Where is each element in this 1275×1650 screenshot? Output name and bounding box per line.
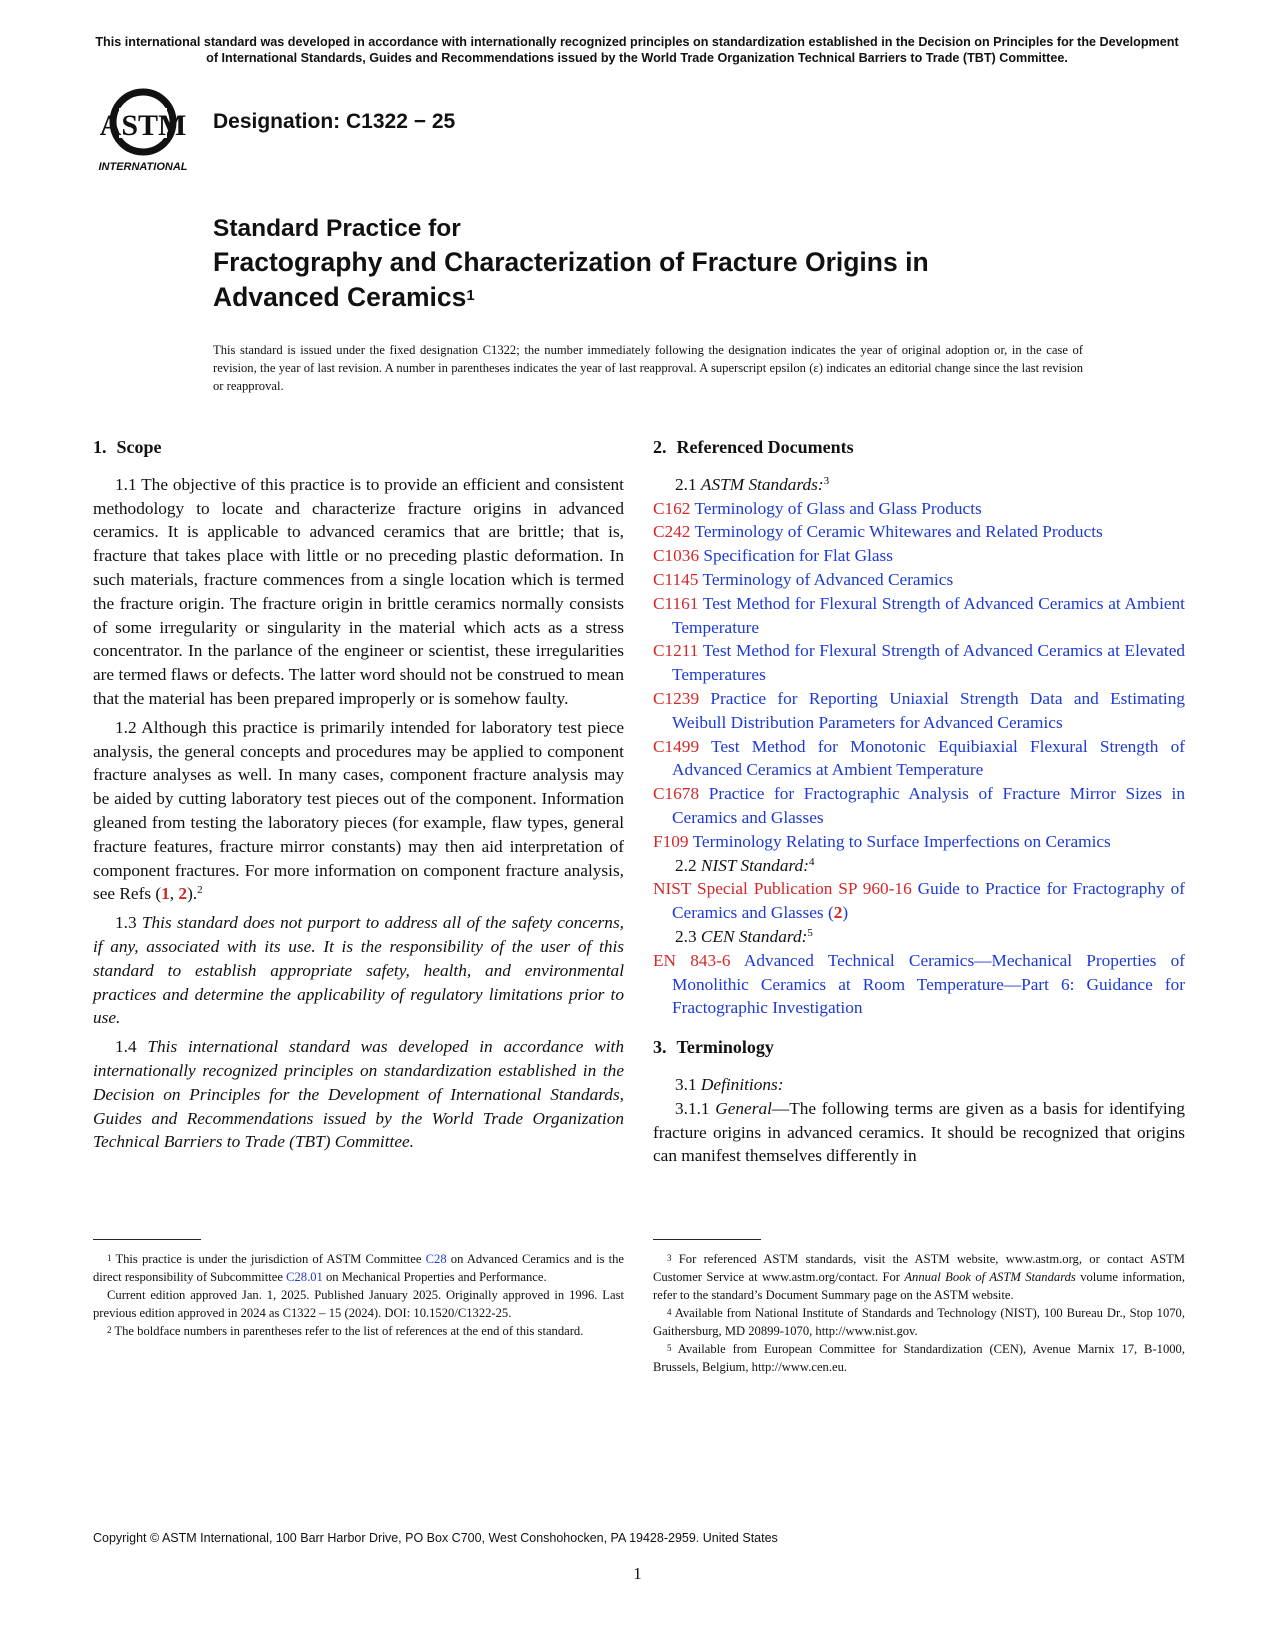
reference-title-link[interactable]: Practice for Reporting Uniaxial Strength Data and Estimating Weibull Distribution Parameters for Advanced Ceramics [672, 688, 1185, 732]
footnote-4: $^4$ Available from National Institute of Standards and Technology (NIST), 100 Bureau Dr., Stop 1070, Gaithersburg, MD 20899-1070, http://www.nist.gov. [653, 1306, 1185, 1338]
footnotes-left [93, 1250, 624, 1340]
reference-title-link[interactable]: Advanced Technical Ceramics—Mechanical Properties of Monolithic Ceramics at Room Temperature—Part 6: Guidance for Fractographic Investigation [672, 950, 1185, 1018]
ref-link-1[interactable]: 1 [161, 884, 170, 904]
left-column [93, 436, 624, 1159]
definitions-label: 3.1 Definitions: [675, 1074, 784, 1094]
paragraph-1-3: 1.3 This standard does not purport to address all of the safety concerns, if any, associated with its use. It is the responsibility of the user of this standard to establish appropriate safety, health, and environmental practices and determine the applicability of regulatory limitations prior to use. [93, 913, 624, 1028]
cen-standard-label: 2.3 CEN Standard:$^5$ [675, 926, 813, 946]
footnote-3: $^3$ For referenced ASTM standards, visit the ASTM website, www.astm.org, or contact ASTM Customer Service at www.astm.org/contact. For Annual Book of ASTM Standards volume information, refer to the standard’s Document Summary page on the ASTM website. [653, 1252, 1185, 1302]
right-column [653, 436, 1185, 1173]
reference-code-link[interactable]: EN 843-6 [653, 950, 731, 970]
footnote-1-edition: Current edition approved Jan. 1, 2025. Published January 2025. Originally approved in 1996. Last previous edition approved in 2024 as C1322 – 15 (2024). DOI: 10.1520/C1322-25. [93, 1288, 624, 1320]
reference-item [653, 830, 1185, 854]
logo-mark: ASTM [99, 109, 187, 142]
title-footnote-mark: 1 [466, 287, 475, 304]
footnotes-right [653, 1250, 1185, 1376]
designation: Designation: C1322 − 25 [213, 110, 456, 133]
reference-title-link[interactable]: Test Method for Flexural Strength of Advanced Ceramics at Elevated Temperatures [672, 641, 1186, 685]
astm-reference-list [653, 497, 1185, 854]
title-line-1: Standard Practice for [213, 215, 461, 242]
paragraph-1-1: 1.1 The objective of this practice is to provide an efficient and consistent methodology to locate and characterize fracture origins in advanced ceramics. It is applicable to advanced ceramics that are brittle; that is, fracture that takes place with little or no preceding plastic deformation. In such materials, fracture commences from a single location which is termed the fracture origin. The fracture origin in brittle ceramics normally consists of some irregularity or singularity in the material which acts as a stress concentrator. In the parlance of the engineer or scientist, these irregularities are termed flaws or defects. The latter word should not be construed to mean that the material has been prepared improperly or is somehow faulty. [93, 474, 624, 708]
reference-code-link[interactable]: C162 [653, 498, 691, 518]
footnote-2: $^2$ The boldface numbers in parentheses refer to the list of references at the end of this standard. [107, 1324, 584, 1338]
section-heading-scope: 1. Scope [93, 437, 162, 457]
reference-title-link[interactable]: Terminology of Glass and Glass Products [694, 498, 982, 518]
reference-title-link[interactable]: Guide to Practice for Fractography of Ceramics and Glasses ( [672, 879, 1185, 923]
issue-note: This standard is issued under the fixed designation C1322; the number immediately following the designation indicates the year of original adoption or, in the case of revision, the year of last revision. A number in parentheses indicates the year of last reapproval. A superscript epsilon (ε) indicates an editorial change since the last revision or reapproval. [213, 343, 1083, 393]
footnote-1: $^1$ This practice is under the jurisdiction of ASTM Committee C28 on Advanced Ceramics and is the direct responsibility of Subcommittee C28.01 on Mechanical Properties and Performance. [93, 1252, 625, 1284]
footnote-divider-right [653, 1239, 761, 1240]
reference-title-link[interactable]: Test Method for Flexural Strength of Advanced Ceramics at Ambient Temperature [672, 593, 1185, 637]
ref-link-2[interactable]: 2 [178, 884, 188, 904]
copyright: Copyright © ASTM International, 100 Barr Harbor Drive, PO Box C700, West Conshohocken, PA 19428-2959. United States [93, 1531, 778, 1545]
reference-code-link[interactable]: NIST Special Publication SP 960-16 [653, 879, 912, 899]
reference-item [653, 735, 1185, 783]
reference-title-link[interactable]: Terminology of Advanced Ceramics [702, 569, 954, 589]
reference-title-link[interactable]: Specification for Flat Glass [703, 546, 893, 566]
title-line-3: Advanced Ceramics [213, 282, 467, 312]
reference-item [653, 782, 1185, 830]
reference-code-link[interactable]: C1145 [653, 569, 699, 589]
title-line-2: Fractography and Characterization of Fracture Origins in [213, 247, 929, 277]
reference-code-link[interactable]: C1499 [653, 736, 700, 756]
astm-standards-label: 2.1 ASTM Standards:$^3$ [675, 474, 830, 494]
reference-item [653, 592, 1185, 640]
reference-code-link[interactable]: C1678 [653, 784, 700, 804]
paragraph-1-2: 1.2 Although this practice is primarily intended for laboratory test piece analysis, the general concepts and procedures may be applied to component fracture analyses as well. In many cases, component fracture analysis may be aided by cutting laboratory test pieces out of the component. Information gleaned from testing the laboratory pieces (for example, flaw types, general fracture features, fracture mirror constants) may then aid interpretation of component fractures. For more information on component fracture analysis, see Refs (1, 2).$^2$ [93, 717, 624, 904]
page-number: 1 [633, 1564, 642, 1583]
footnote-divider-left [93, 1239, 201, 1240]
astm-logo [95, 88, 195, 174]
reference-code-link[interactable]: C242 [653, 522, 691, 542]
reference-item-nist: NIST Special Publication SP 960-16 Guide to Practice for Fractography of Ceramics and Glasses (2) [653, 879, 1185, 923]
document-title [213, 212, 1113, 315]
reference-title-link[interactable]: Terminology of Ceramic Whitewares and Related Products [694, 522, 1103, 542]
reference-item [653, 497, 1185, 521]
committee-link[interactable]: C28 [425, 1252, 447, 1266]
subcommittee-link[interactable]: C28.01 [286, 1270, 323, 1284]
section-heading-referenced-documents: 2. Referenced Documents [653, 437, 854, 457]
reference-title-link[interactable]: Test Method for Monotonic Equibiaxial Flexural Strength of Advanced Ceramics at Ambient Temperature [672, 736, 1185, 780]
reference-code-link[interactable]: C1036 [653, 546, 700, 566]
reference-title-link[interactable]: Terminology Relating to Surface Imperfections on Ceramics [692, 831, 1111, 851]
footnote-5: $^5$ Available from European Committee for Standardization (CEN), Avenue Marnix 17, B-1000, Brussels, Belgium, http://www.cen.eu. [653, 1342, 1185, 1374]
reference-code-link[interactable]: C1239 [653, 688, 700, 708]
top-notice: This international standard was developed in accordance with internationally recognized principles on standardization established in the Decision on Principles for the Development of International Standards, Guides and Recommendations issued by the World Trade Organization Technical Barriers to Trade (TBT) Committee. [95, 35, 1179, 65]
ref-link-2[interactable]: 2 [833, 903, 843, 923]
reference-item-cen [653, 949, 1185, 1020]
reference-item [653, 544, 1185, 568]
reference-code-link[interactable]: C1211 [653, 641, 699, 661]
reference-code-link[interactable]: F109 [653, 831, 689, 851]
reference-item [653, 520, 1185, 544]
reference-item [653, 687, 1185, 735]
reference-item [653, 639, 1185, 687]
paragraph-1-4: 1.4 This international standard was developed in accordance with internationally recognized principles on standardization established in the Decision on Principles for the Development of International Standards, Guides and Recommendations issued by the World Trade Organization Technical Barriers to Trade (TBT) Committee. [93, 1037, 624, 1152]
reference-title-link[interactable]: Practice for Fractographic Analysis of Fracture Mirror Sizes in Ceramics and Glasses [672, 784, 1185, 827]
paragraph-3-1-1: 3.1.1 General—The following terms are given as a basis for identifying fracture origins in advanced ceramics. It should be recognized that origins can manifest themselves differently in [653, 1098, 1185, 1166]
logo-text: INTERNATIONAL [98, 161, 188, 173]
reference-code-link[interactable]: C1161 [653, 593, 699, 613]
reference-item [653, 568, 1185, 592]
footnote-mark-2: 2 [197, 884, 203, 897]
section-heading-terminology: 3. Terminology [653, 1037, 774, 1058]
nist-standard-label: 2.2 NIST Standard:$^4$ [675, 855, 815, 875]
